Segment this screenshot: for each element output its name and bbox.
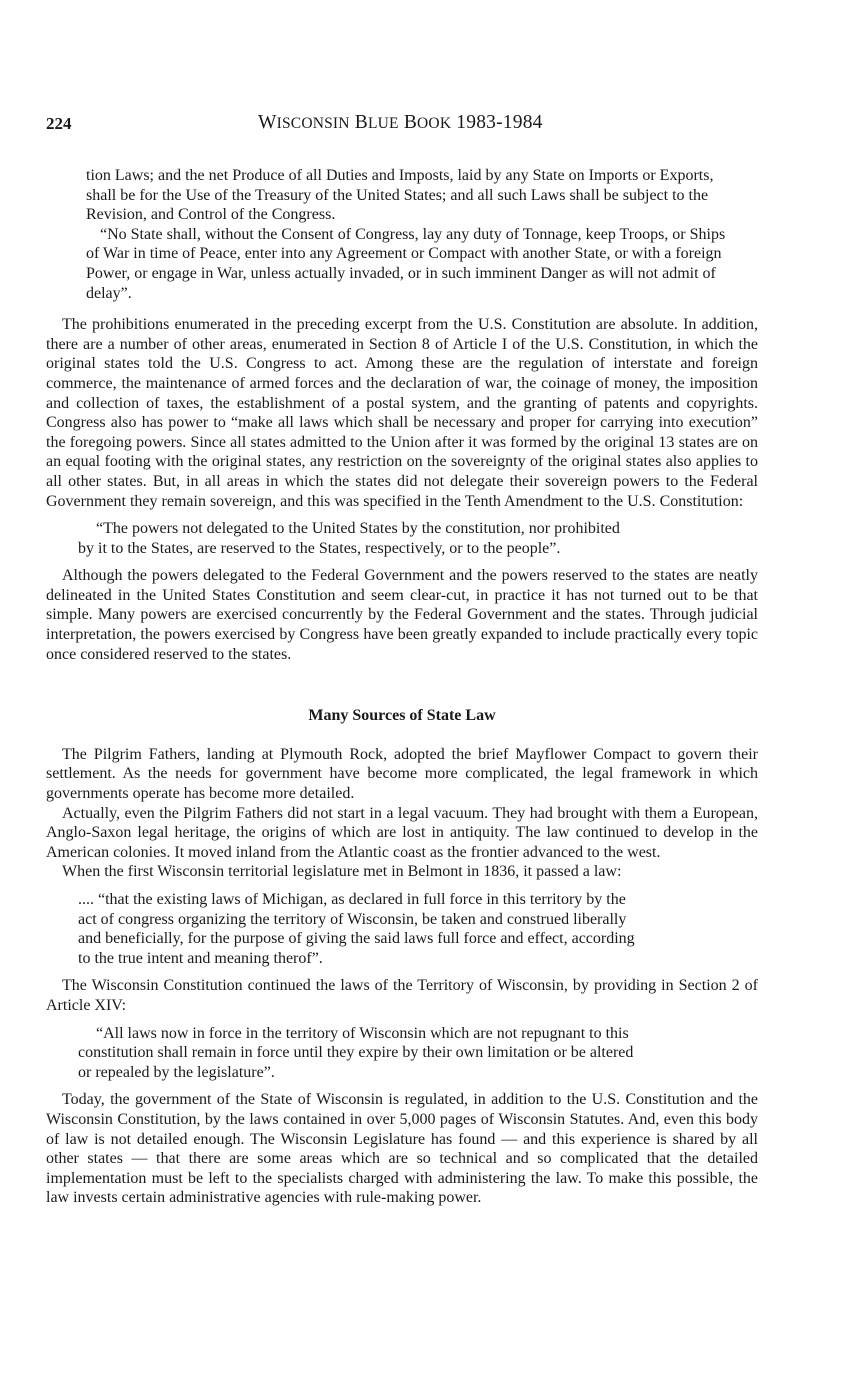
article-xiv-line: “All laws now in force in the territory of Wisconsin which are not repugnant to this [96, 1024, 629, 1042]
michigan-law-line: .... “that the existing laws of Michigan, as declared in full force in this territory by the [78, 891, 626, 908]
paragraph-actually: Actually, even the Pilgrim Fathers did not start in a legal vacuum. They had brought with them a European, Anglo-Saxon legal heritage, the origins of which are lost in antiquity. The law continued to develop in the American colonies. It moved inland from the Atlantic coast as the frontier advanced to the west. [46, 804, 758, 861]
michigan-law-quote [78, 890, 728, 968]
page-number: 224 [46, 114, 72, 133]
paragraph-although: Although the powers delegated to the Federal Government and the powers reserved to the states are neatly delineated in the United States Constitution and seem clear-cut, in practice it has not turned out to be that simple. Many powers are exercised concurrently by the Federal Government and the states. Through judicial interpretation, the powers exercised by Congress have been greatly expanded to include practically every topic once considered reserved to the states. [46, 567, 758, 663]
michigan-law-line: act of congress organizing the territory of Wisconsin, be taken and construed liberally [78, 910, 627, 928]
running-title: WISCONSIN BLUE BOOK 1983-1984 [258, 112, 543, 133]
paragraph-prohibitions: The prohibitions enumerated in the preceding excerpt from the U.S. Constitution are absolute. In addition, there are a number of other areas, enumerated in Section 8 of Article I of the U.S. Constitution, in which the original states told the U.S. Congress to act. Among these are the regulation of interstate and foreign commerce, the maintenance of armed forces and the declaration of war, the coinage of money, the imposition and collection of taxes, the establishment of a postal system, and the granting of patents and copyrights. Congress also has power to “make all laws which shall be necessary and proper for carrying into execution” the foregoing powers. Since all states admitted to the Union after it was formed by the original 13 states are on an equal footing with the original states, any restriction on the sovereignty of the original states also applies to all other states. But, in all areas in which the states did not delegate their sovereign powers to the Federal Government they remain sovereign, and this was specified in the Tenth Amendment to the U.S. Constitution: [46, 316, 758, 510]
article-xiv-quote [78, 1024, 728, 1083]
tenth-amendment-line: “The powers not delegated to the United States by the constitution, nor prohibited [96, 520, 620, 538]
page-body [46, 166, 758, 1208]
michigan-law-line: and beneficially, for the purpose of giving the said laws full force and effect, according [78, 930, 635, 948]
paragraph-wisconsin-constitution: The Wisconsin Constitution continued the laws of the Territory of Wisconsin, by providing in Section 2 of Article XIV: [46, 977, 758, 1014]
paragraph-today: Today, the government of the State of Wisconsin is regulated, in addition to the U.S. Constitution and the Wisconsin Constitution, by the laws contained in over 5,000 pages of Wisconsin Statutes. And, even this body of law is not detailed enough. The Wisconsin Legislature has found — and this experience is shared by all other states — that there are some areas which are so technical and so complicated that the detailed implementation must be left to the specialists charged with administering the law. To make this possible, the law invests certain administrative agencies with rule-making power. [46, 1091, 758, 1207]
michigan-law-line: to the true intent and meaning therof”. [78, 949, 323, 967]
paragraph-pilgrim: The Pilgrim Fathers, landing at Plymouth Rock, adopted the brief Mayflower Compact to govern their settlement. As the needs for government have become more complicated, the legal framework in which governments operate has become more detailed. [46, 745, 758, 803]
paragraph-belmont: When the first Wisconsin territorial legislature met in Belmont in 1836, it passed a law: [62, 863, 622, 881]
tenth-amendment-quote [78, 519, 728, 558]
constitution-quote-no-state: “No State shall, without the Consent of Congress, lay any duty of Tonnage, keep Troops, or Ships of War in time of Peace, enter into any Agreement or Compact with another State, or with a foreign Power, or engage in War, unless actually invaded, or in such imminent Danger as will not admit of delay”. [86, 225, 726, 302]
tenth-amendment-line: by it to the States, are reserved to the States, respectively, or to the people”. [78, 539, 561, 557]
section-heading: Many Sources of State Law [308, 707, 496, 725]
constitution-quote-continuation: tion Laws; and the net Produce of all Duties and Imposts, laid by any State on Imports or Exports, shall be for the Use of the Treasury of the United States; and all such Laws shall be subject to the Revision, and Control of the Congress. [86, 167, 714, 224]
article-xiv-line: or repealed by the legislature”. [78, 1063, 275, 1081]
article-xiv-line: constitution shall remain in force until they expire by their own limitation or be altered [78, 1044, 634, 1062]
page-header [46, 112, 806, 142]
